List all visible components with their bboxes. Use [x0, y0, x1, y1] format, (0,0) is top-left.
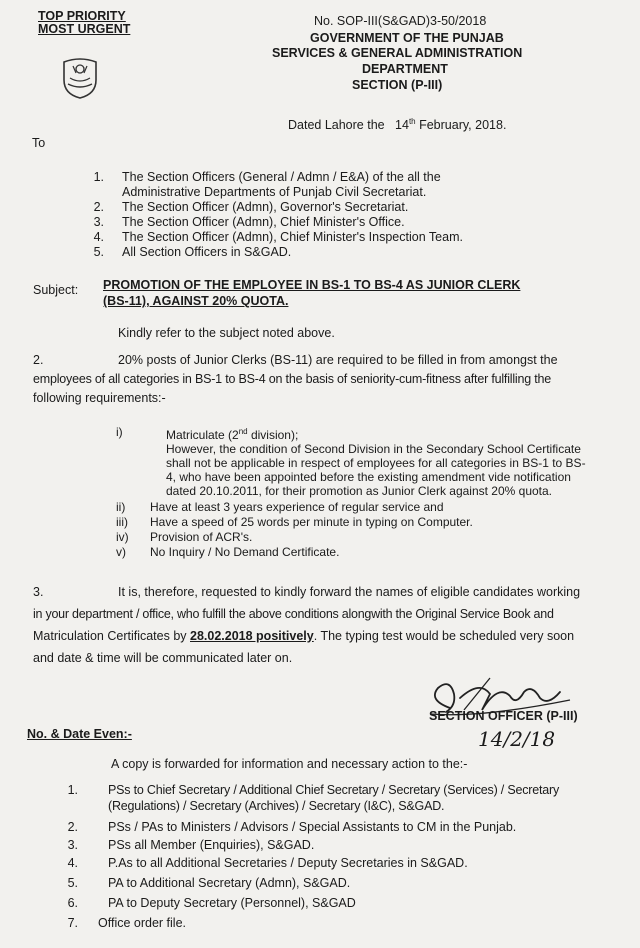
copy-item: [56, 819, 559, 837]
addressee-number: 3.: [93, 215, 104, 229]
subject-line-1: PROMOTION OF THE EMPLOYEE IN BS-1 TO BS-4 AS JUNIOR CLERK: [103, 278, 521, 292]
addressee-text: Administrative Departments of Punjab Civil Secretariat.: [122, 185, 427, 199]
paragraph-text: Matriculation Certificates by: [33, 629, 191, 643]
copy-item: [56, 837, 559, 855]
copy-text: PSs all Member (Enquiries), S&GAD.: [108, 838, 315, 852]
requirement-text: 4, who have been appointed before the existing amendment vide notification: [166, 470, 571, 484]
requirement-text: Matriculate (2nd division);: [166, 427, 299, 442]
requirement-number: i): [116, 425, 123, 439]
requirement-text: Provision of ACR's.: [150, 530, 253, 544]
priority-line-2: MOST URGENT: [38, 22, 131, 36]
copy-item: [56, 875, 559, 895]
copy-number: 7.: [67, 916, 78, 930]
paragraph-text: and date & time will be communicated later on.: [33, 651, 293, 665]
copies-list: [56, 782, 559, 935]
copy-text: (Regulations) / Secretary (Archives) / Secretary (I&C), S&GAD.: [108, 799, 445, 813]
addressee-item: [84, 245, 463, 260]
dated-day: 14: [395, 118, 409, 133]
paragraph-number: 2.: [33, 353, 44, 367]
requirement-item: [116, 530, 586, 544]
paragraph-text: employees of all categories in BS-1 to BS-4 on the basis of seniority-cum-fitness after fulfilling the: [33, 372, 552, 386]
date-even-label: No. & Date Even:-: [27, 727, 132, 741]
addressee-text: The Section Officers (General / Admn / E&A) of the all the: [122, 170, 441, 184]
requirement-item: [116, 500, 586, 514]
copy-number: 2.: [67, 820, 78, 834]
paragraph-text: following requirements:-: [33, 391, 166, 405]
paragraph-text: . The typing test would be scheduled very soon: [313, 629, 575, 643]
copy-forwarded-line: A copy is forwarded for information and necessary action to the:-: [111, 757, 468, 771]
dated-prefix: Dated Lahore the: [288, 118, 385, 133]
paragraph-number: 3.: [33, 585, 44, 599]
requirement-text: dated 20.10.2011, for their promotion as Junior Clerk against 20% quota.: [166, 484, 553, 498]
copy-number: 4.: [67, 856, 78, 870]
copy-number: 5.: [67, 876, 78, 890]
punjab-emblem-icon: [58, 54, 102, 100]
paragraph-text: 20% posts of Junior Clerks (BS-11) are required to be filled in from amongst the: [118, 353, 558, 367]
dated-line: [288, 117, 506, 132]
signature-title: SECTION OFFICER (P-III): [429, 709, 578, 723]
dated-suffix: th: [408, 117, 416, 126]
copy-text: PSs / PAs to Ministers / Advisors / Special Assistants to CM in the Punjab.: [108, 820, 517, 834]
paragraph-text: in your department / office, who fulfill the above conditions alongwith the Original Service Book and: [33, 607, 554, 621]
header-department: SERVICES & GENERAL ADMINISTRATION: [272, 46, 523, 60]
requirements-list: [116, 425, 586, 559]
header-department-2: DEPARTMENT: [362, 62, 448, 76]
header-government: GOVERNMENT OF THE PUNJAB: [310, 31, 504, 45]
copy-text: PSs to Chief Secretary / Additional Chief Secretary / Secretary (Services) / Secretary: [108, 783, 560, 797]
copy-text: P.As to all Additional Secretaries / Deputy Secretaries in S&GAD.: [108, 856, 468, 870]
requirement-text: However, the condition of Second Division in the Secondary School Certificate: [166, 442, 581, 456]
requirement-text: Have at least 3 years experience of regular service and: [150, 500, 444, 514]
addressee-number: 4.: [93, 230, 104, 244]
requirement-item: [116, 515, 586, 529]
addressee-item: [84, 170, 463, 200]
priority-line-1: TOP PRIORITY: [38, 9, 126, 23]
header-section: SECTION (P-III): [352, 78, 443, 92]
copy-item: [56, 782, 559, 819]
subject-line-2: (BS-11), AGAINST 20% QUOTA.: [103, 294, 289, 308]
copy-item: [56, 915, 559, 935]
addressee-text: The Section Officer (Admn), Chief Minister's Office.: [122, 215, 405, 229]
deadline-date: 28.02.2018 positively: [190, 629, 314, 643]
addressee-item: [84, 215, 463, 230]
addressee-number: 1.: [93, 170, 104, 184]
copy-number: 3.: [67, 838, 78, 852]
paragraph-text: It is, therefore, requested to kindly forward the names of eligible candidates working: [118, 585, 581, 599]
requirement-number: v): [116, 545, 126, 559]
addressee-number: 2.: [93, 200, 104, 214]
addressee-text: The Section Officer (Admn), Chief Minister's Inspection Team.: [122, 230, 463, 244]
addressee-item: [84, 200, 463, 215]
dated-rest: February, 2018.: [419, 118, 507, 133]
paragraph-2: [33, 351, 615, 408]
addressee-text: The Section Officer (Admn), Governor's Secretariat.: [122, 200, 409, 214]
addressee-item: [84, 230, 463, 245]
reference-number: No. SOP-III(S&GAD)3-50/2018: [314, 14, 487, 28]
requirement-text: shall not be applicable in respect of employees for all categories in BS-1 to BS-: [166, 456, 586, 470]
requirement-text: Have a speed of 25 words per minute in typing on Computer.: [150, 515, 473, 529]
addressee-number: 5.: [93, 245, 104, 259]
copy-number: 6.: [67, 896, 78, 910]
requirement-text: No Inquiry / No Demand Certificate.: [150, 545, 340, 559]
copy-item: [56, 895, 559, 915]
subject-text: [103, 277, 615, 309]
requirement-number: iii): [116, 515, 128, 529]
copy-text: PA to Deputy Secretary (Personnel), S&GAD: [108, 896, 356, 910]
addressee-list: [84, 170, 463, 260]
copy-item: [56, 855, 559, 875]
requirement-item: [116, 545, 586, 559]
requirement-number: ii): [116, 500, 126, 514]
requirement-number: iv): [116, 530, 129, 544]
copy-text: PA to Additional Secretary (Admn), S&GAD.: [108, 876, 351, 890]
copy-text: Office order file.: [98, 916, 187, 930]
signature-date: 14/2/18: [478, 727, 556, 751]
addressee-text: All Section Officers in S&GAD.: [122, 245, 292, 259]
subject-label: Subject:: [33, 283, 79, 297]
requirement-item: [116, 425, 586, 498]
kindly-refer: Kindly refer to the subject noted above.: [118, 326, 335, 340]
to-label: To: [32, 136, 46, 150]
copy-number: 1.: [67, 783, 78, 797]
priority-marking: [38, 10, 130, 36]
paragraph-3: [33, 581, 615, 669]
